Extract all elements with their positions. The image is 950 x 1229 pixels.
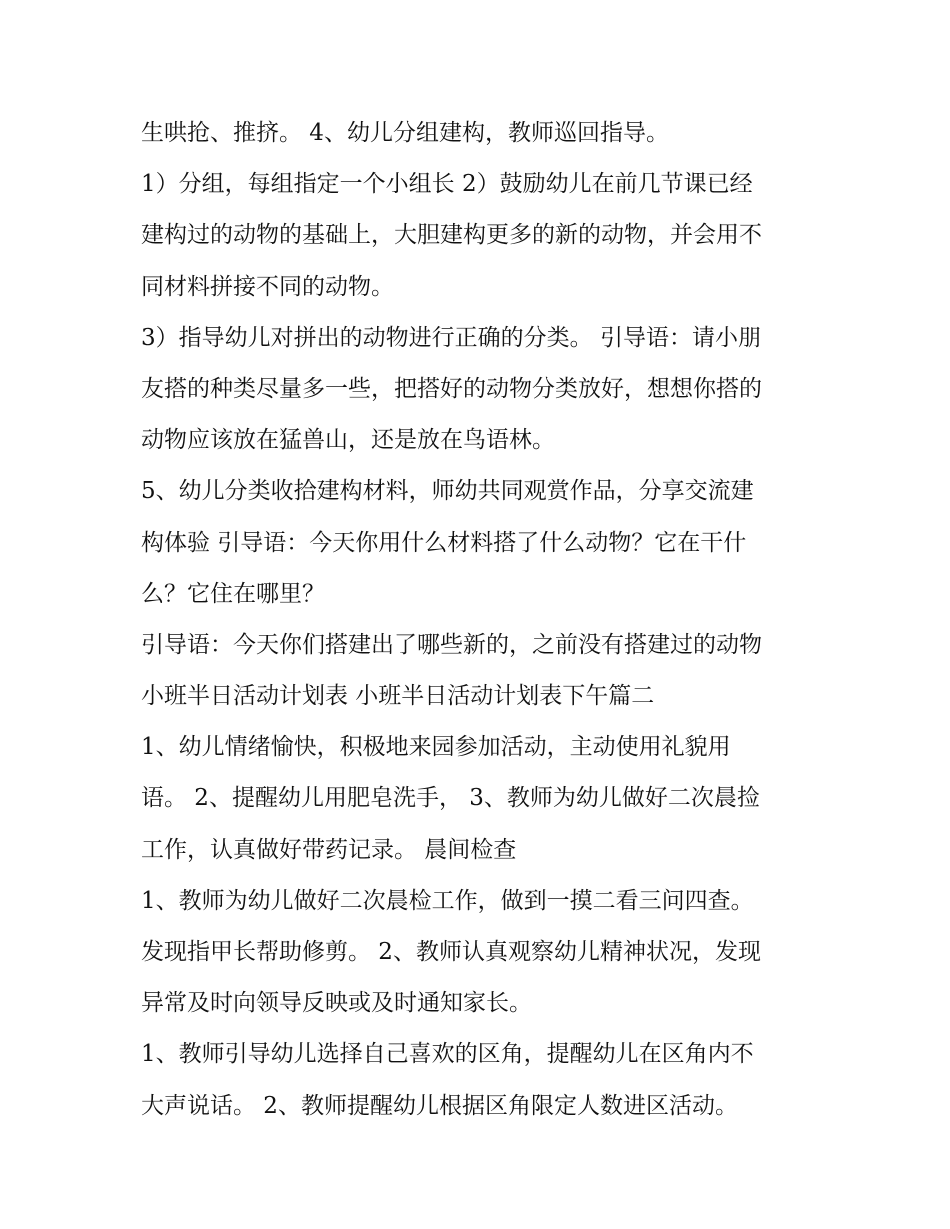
text-line: 5、幼儿分类收拾建构材料，师幼共同观赏作品，分享交流建 <box>141 478 754 505</box>
text-line: 工作，认真做好带药记录。 晨间检查 <box>141 836 517 863</box>
text-line: 同材料拼接不同的动物。 <box>141 273 394 300</box>
text-line: 1、教师为幼儿做好二次晨检工作，做到一摸二看三问四查。 <box>141 887 754 914</box>
body-text <box>141 108 831 1132</box>
text-line: 3）指导幼儿对拼出的动物进行正确的分类。 引导语：请小朋 <box>141 324 761 351</box>
text-line: 发现指甲长帮助修剪。 2、教师认真观察幼儿精神状况，发现 <box>141 939 761 965</box>
text-line: 异常及时向领导反映或及时通知家长。 <box>141 990 532 1017</box>
text-line: 么？它住在哪里？ <box>141 580 325 607</box>
text-line: 语。 2、提醒幼儿用肥皂洗手， 3、教师为幼儿做好二次晨捡 <box>141 785 760 812</box>
text-line: 引导语：今天你们搭建出了哪些新的，之前没有搭建过的动物 <box>141 631 762 658</box>
text-line: 1、教师引导幼儿选择自己喜欢的区角，提醒幼儿在区角内不 <box>141 1041 754 1068</box>
text-line: 建构过的动物的基础上，大胆建构更多的新的动物，并会用不 <box>141 222 762 249</box>
text-line: 动物应该放在猛兽山，还是放在鸟语林。 <box>141 427 555 454</box>
text-line: 生哄抢、推挤。 4、幼儿分组建构，教师巡回指导。 <box>141 120 669 146</box>
text-line: 大声说话。 2、教师提醒幼儿根据区角限定人数进区活动。 <box>141 1092 738 1119</box>
section-heading-line: 小班半日活动计划表 小班半日活动计划表下午篇二 <box>141 683 655 710</box>
text-line: 1、幼儿情绪愉快，积极地来园参加活动，主动使用礼貌用 <box>141 734 731 761</box>
text-line: 友搭的种类尽量多一些，把搭好的动物分类放好，想想你搭的 <box>141 375 762 402</box>
text-line: 1）分组，每组指定一个小组长 2）鼓励幼儿在前几节课已经 <box>141 171 753 198</box>
text-line: 构体验 引导语：今天你用什么材料搭了什么动物？它在干什 <box>141 529 747 556</box>
